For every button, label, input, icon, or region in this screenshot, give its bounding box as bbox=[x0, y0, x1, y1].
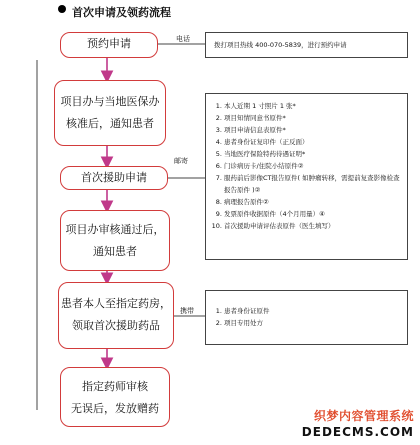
note-mail-list bbox=[206, 94, 407, 238]
watermark bbox=[280, 405, 414, 445]
step-first-application bbox=[60, 166, 168, 190]
page-title: 首次申请及领药流程 bbox=[72, 6, 171, 19]
note-mail-item: 7. 服药前后影像CT报告原件( 如肿瘤转移，需提前复查影像检查报告原件 )② bbox=[224, 172, 401, 196]
step-collect bbox=[58, 282, 174, 349]
note-mail-item: 5. 当地医疗保险特药待遇证明* bbox=[224, 148, 401, 160]
note-mail-item: 4. 患者身份证复印件（正反面） bbox=[224, 136, 401, 148]
step-collect-line1: 患者本人至指定药房， bbox=[61, 297, 171, 310]
watermark-line2: DEDECMS.COM bbox=[301, 425, 414, 439]
note-carry bbox=[205, 290, 408, 345]
step-appointment bbox=[60, 32, 158, 58]
note-carry-item: 1. 患者身份证原件 bbox=[224, 305, 401, 317]
label-carry: 携带 bbox=[180, 307, 194, 315]
note-carry-item: 2. 项目专用处方 bbox=[224, 317, 401, 329]
label-phone: 电话 bbox=[176, 35, 190, 43]
watermark-line1: 织梦内容管理系统 bbox=[313, 409, 414, 423]
note-mail-item: 9. 发票原件收据原件（4个月用量）④ bbox=[224, 208, 401, 220]
step-approval-line1: 项目办与当地医保办 bbox=[60, 95, 160, 108]
note-mail-item: 2. 项目知情同意书原件* bbox=[224, 112, 401, 124]
note-mail bbox=[205, 93, 408, 260]
note-mail-item: 10. 首次援助申请评估表原件（医生填写） bbox=[224, 220, 401, 232]
step-review-line1: 项目办审核通过后， bbox=[65, 223, 165, 236]
step-review-line2: 通知患者 bbox=[93, 245, 137, 258]
step-collect-line2: 领取首次援助药品 bbox=[72, 319, 160, 332]
label-mail: 邮寄 bbox=[174, 157, 188, 165]
step-appointment-label: 预约申请 bbox=[87, 37, 131, 50]
step-approval bbox=[54, 80, 166, 146]
note-mail-item: 8. 病理报告原件② bbox=[224, 196, 401, 208]
note-phone bbox=[205, 32, 408, 58]
note-phone-text: 拨打项目热线 400-070-5839，进行预约申请 bbox=[214, 41, 347, 49]
note-carry-list bbox=[206, 291, 407, 335]
step-dispense-line1: 指定药师审核 bbox=[82, 380, 148, 393]
step-dispense-line2: 无误后，发放赠药 bbox=[71, 402, 159, 415]
step-first-application-label: 首次援助申请 bbox=[81, 171, 147, 184]
note-mail-item: 3. 项目申请信息表原件* bbox=[224, 124, 401, 136]
step-approval-line2: 核准后，通知患者 bbox=[66, 117, 154, 130]
step-dispense bbox=[60, 367, 170, 427]
step-review bbox=[60, 210, 170, 271]
note-mail-item: 1. 本人近期 1 寸照片 1 张* bbox=[224, 100, 401, 112]
note-mail-item: 6. 门诊病历卡/住院小结原件② bbox=[224, 160, 401, 172]
